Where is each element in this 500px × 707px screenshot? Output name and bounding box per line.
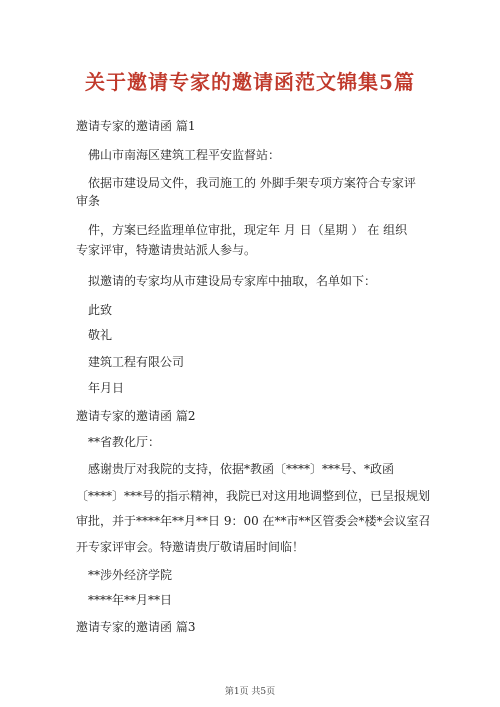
body-paragraph-line: 开专家评审会。特邀请贵厅敬请届时间临！ — [76, 540, 305, 554]
body-paragraph-line: 审条 — [76, 194, 101, 208]
body-paragraph-line: 依据市建设局文件，我司施工的 外脚手架专项方案符合专家评 — [88, 176, 416, 190]
body-paragraph-line: 〔****〕***号的指示精神，我院已对这用地调整到位，已呈报规划 — [76, 489, 431, 503]
section-heading-3: 邀请专家的邀请函 篇3 — [76, 620, 196, 634]
signature-company: **涉外经济学院 — [88, 568, 173, 582]
salutation-line: 敬礼 — [88, 328, 113, 342]
document-title: 关于邀请专家的邀请函范文锦集5篇 — [85, 70, 415, 94]
signature-company: 建筑工程有限公司 — [88, 355, 185, 369]
body-paragraph-line: 专家评审，特邀请贵站派人参与。 — [76, 243, 257, 257]
recipient-line: **省教化厅： — [88, 435, 161, 449]
body-paragraph-line: 拟邀请的专家均从市建设局专家库中抽取，名单如下： — [88, 274, 377, 288]
body-paragraph-line: 审批，并于****年**月**日 9：00 在**市**区管委会*楼*会议室召 — [76, 514, 431, 528]
recipient-line: 佛山市南海区建筑工程平安监督站： — [88, 148, 281, 162]
body-paragraph-line: 件，方案已经监理单位审批，现定年 月 日（星期 ） 在 组织 — [88, 223, 408, 237]
signature-date: 年月日 — [88, 381, 125, 395]
page-number-footer: 第1页 共5页 — [224, 687, 276, 697]
signature-date: ****年**月**日 — [88, 593, 173, 607]
body-paragraph-line: 感谢贵厅对我院的支持，依据*教函〔****〕***号、*政函 — [88, 462, 395, 476]
section-heading-1: 邀请专家的邀请函 篇1 — [76, 119, 196, 133]
section-heading-2: 邀请专家的邀请函 篇2 — [76, 409, 196, 423]
closing-line: 此致 — [88, 303, 113, 317]
